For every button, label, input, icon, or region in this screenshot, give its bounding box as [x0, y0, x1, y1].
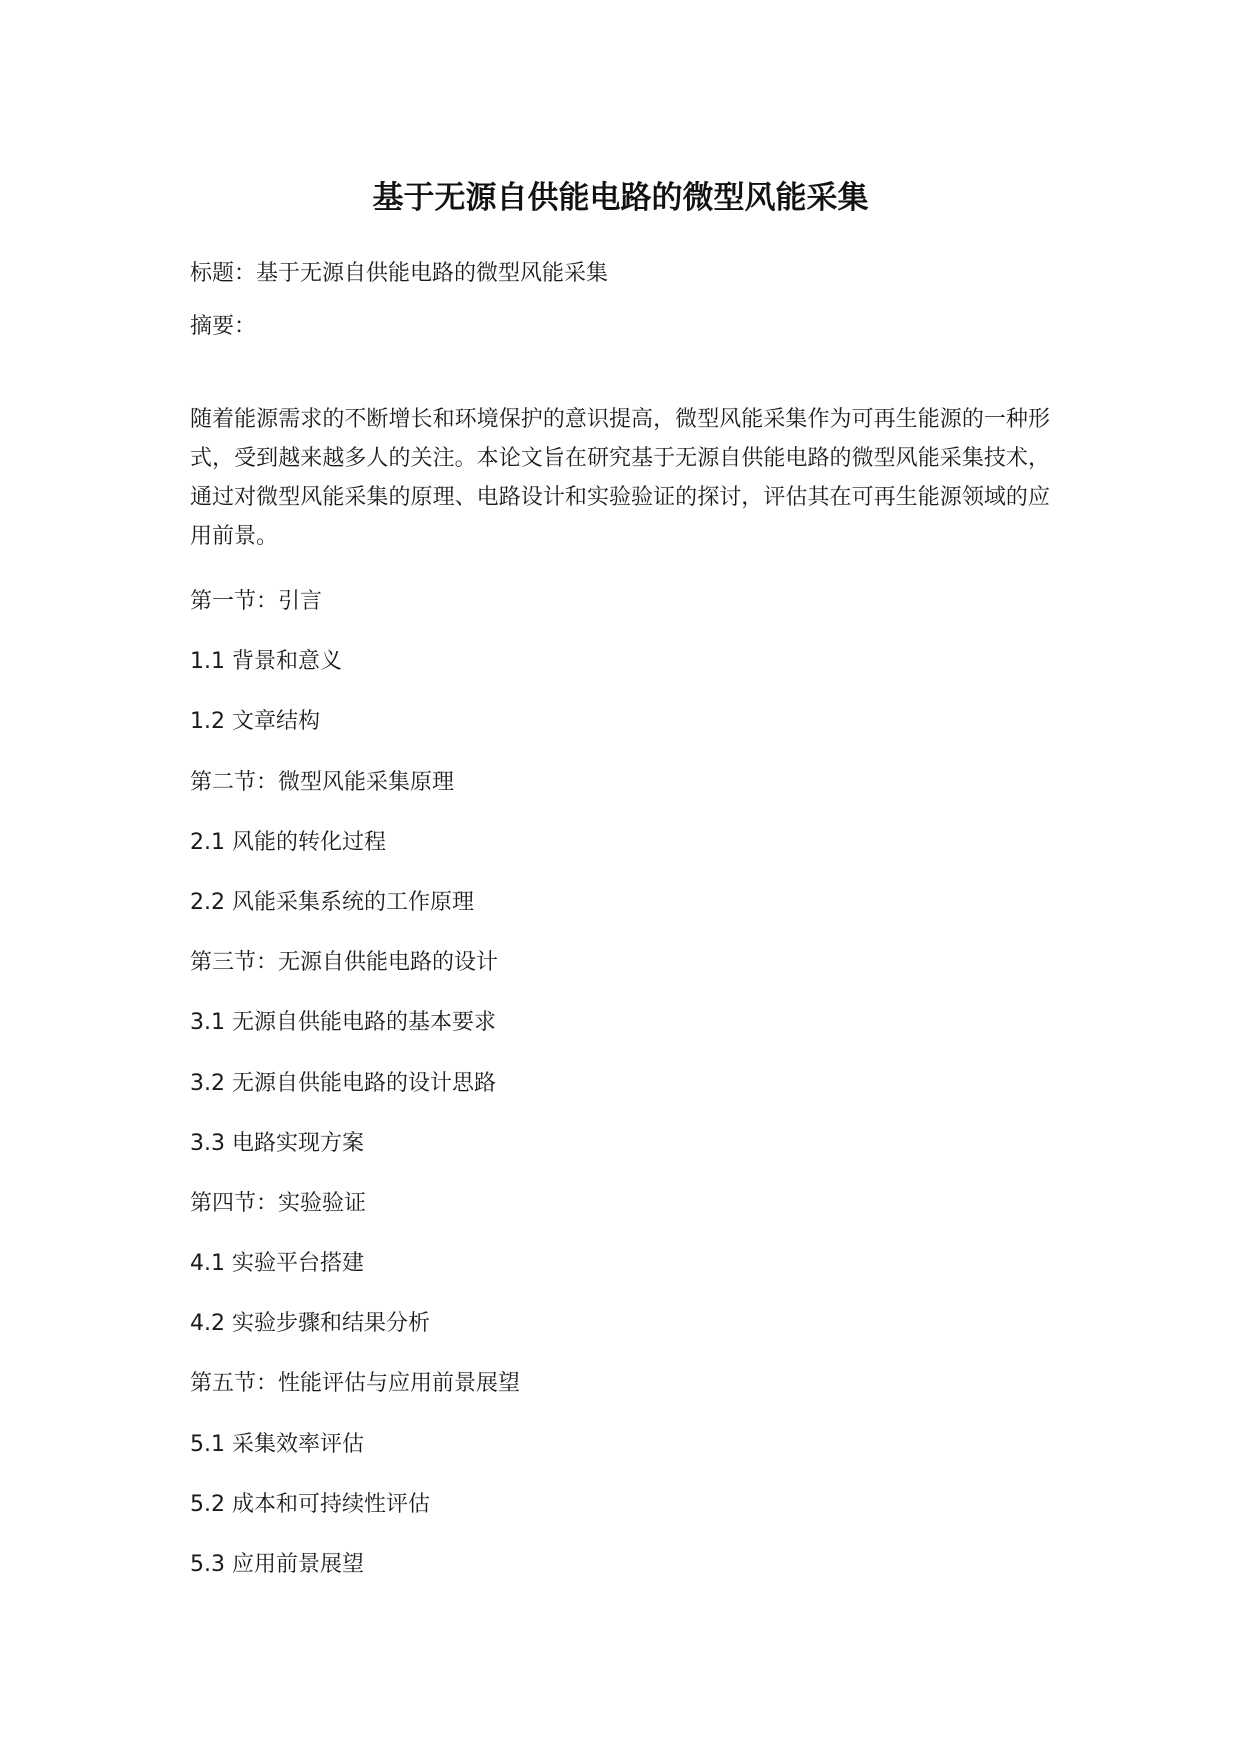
outline-item-5-1: 5.1 采集效率评估 — [190, 1431, 364, 1457]
outline-section-1: 第一节：引言 — [190, 589, 323, 614]
outline-item-1-1: 1.1 背景和意义 — [190, 649, 342, 675]
outline-section-3: 第三节：无源自供能电路的设计 — [190, 950, 499, 976]
outline-item-4-1: 4.1 实验平台搭建 — [190, 1251, 364, 1277]
outline-item-4-2: 4.2 实验步骤和结果分析 — [190, 1311, 430, 1337]
outline-section-4: 第四节：实验验证 — [190, 1190, 367, 1216]
document-title: 基于无源自供能电路的微型风能采集 — [372, 180, 869, 216]
outline-item-1-2: 1.2 文章结构 — [190, 709, 320, 735]
abstract-label: 摘要： — [190, 314, 257, 339]
outline-item-3-2: 3.2 无源自供能电路的设计思路 — [190, 1070, 496, 1096]
outline-section-5: 第五节：性能评估与应用前景展望 — [190, 1371, 521, 1397]
abstract-paragraph: 随着能源需求的不断增长和环境保护的意识提高，微型风能采集作为可再生能源的一种形式，受到越来越多人的关注。本论文旨在研究基于无源自供能电路的微型风能采集技术，通过对微型风能采集的原理、电路设计和实验验证的探讨，评估其在可再生能源领域的应用前景。 — [190, 407, 1050, 549]
outline-item-3-3: 3.3 电路实现方案 — [190, 1130, 364, 1156]
outline-section-2: 第二节：微型风能采集原理 — [190, 769, 455, 795]
outline-item-2-1: 2.1 风能的转化过程 — [190, 829, 386, 855]
outline-item-5-2: 5.2 成本和可持续性评估 — [190, 1491, 430, 1517]
outline-item-2-2: 2.2 风能采集系统的工作原理 — [190, 889, 474, 915]
outline-item-3-1: 3.1 无源自供能电路的基本要求 — [190, 1010, 496, 1036]
outline-item-5-3: 5.3 应用前景展望 — [190, 1552, 364, 1577]
title-line: 标题：基于无源自供能电路的微型风能采集 — [190, 261, 609, 286]
outline-list — [190, 582, 1050, 1605]
